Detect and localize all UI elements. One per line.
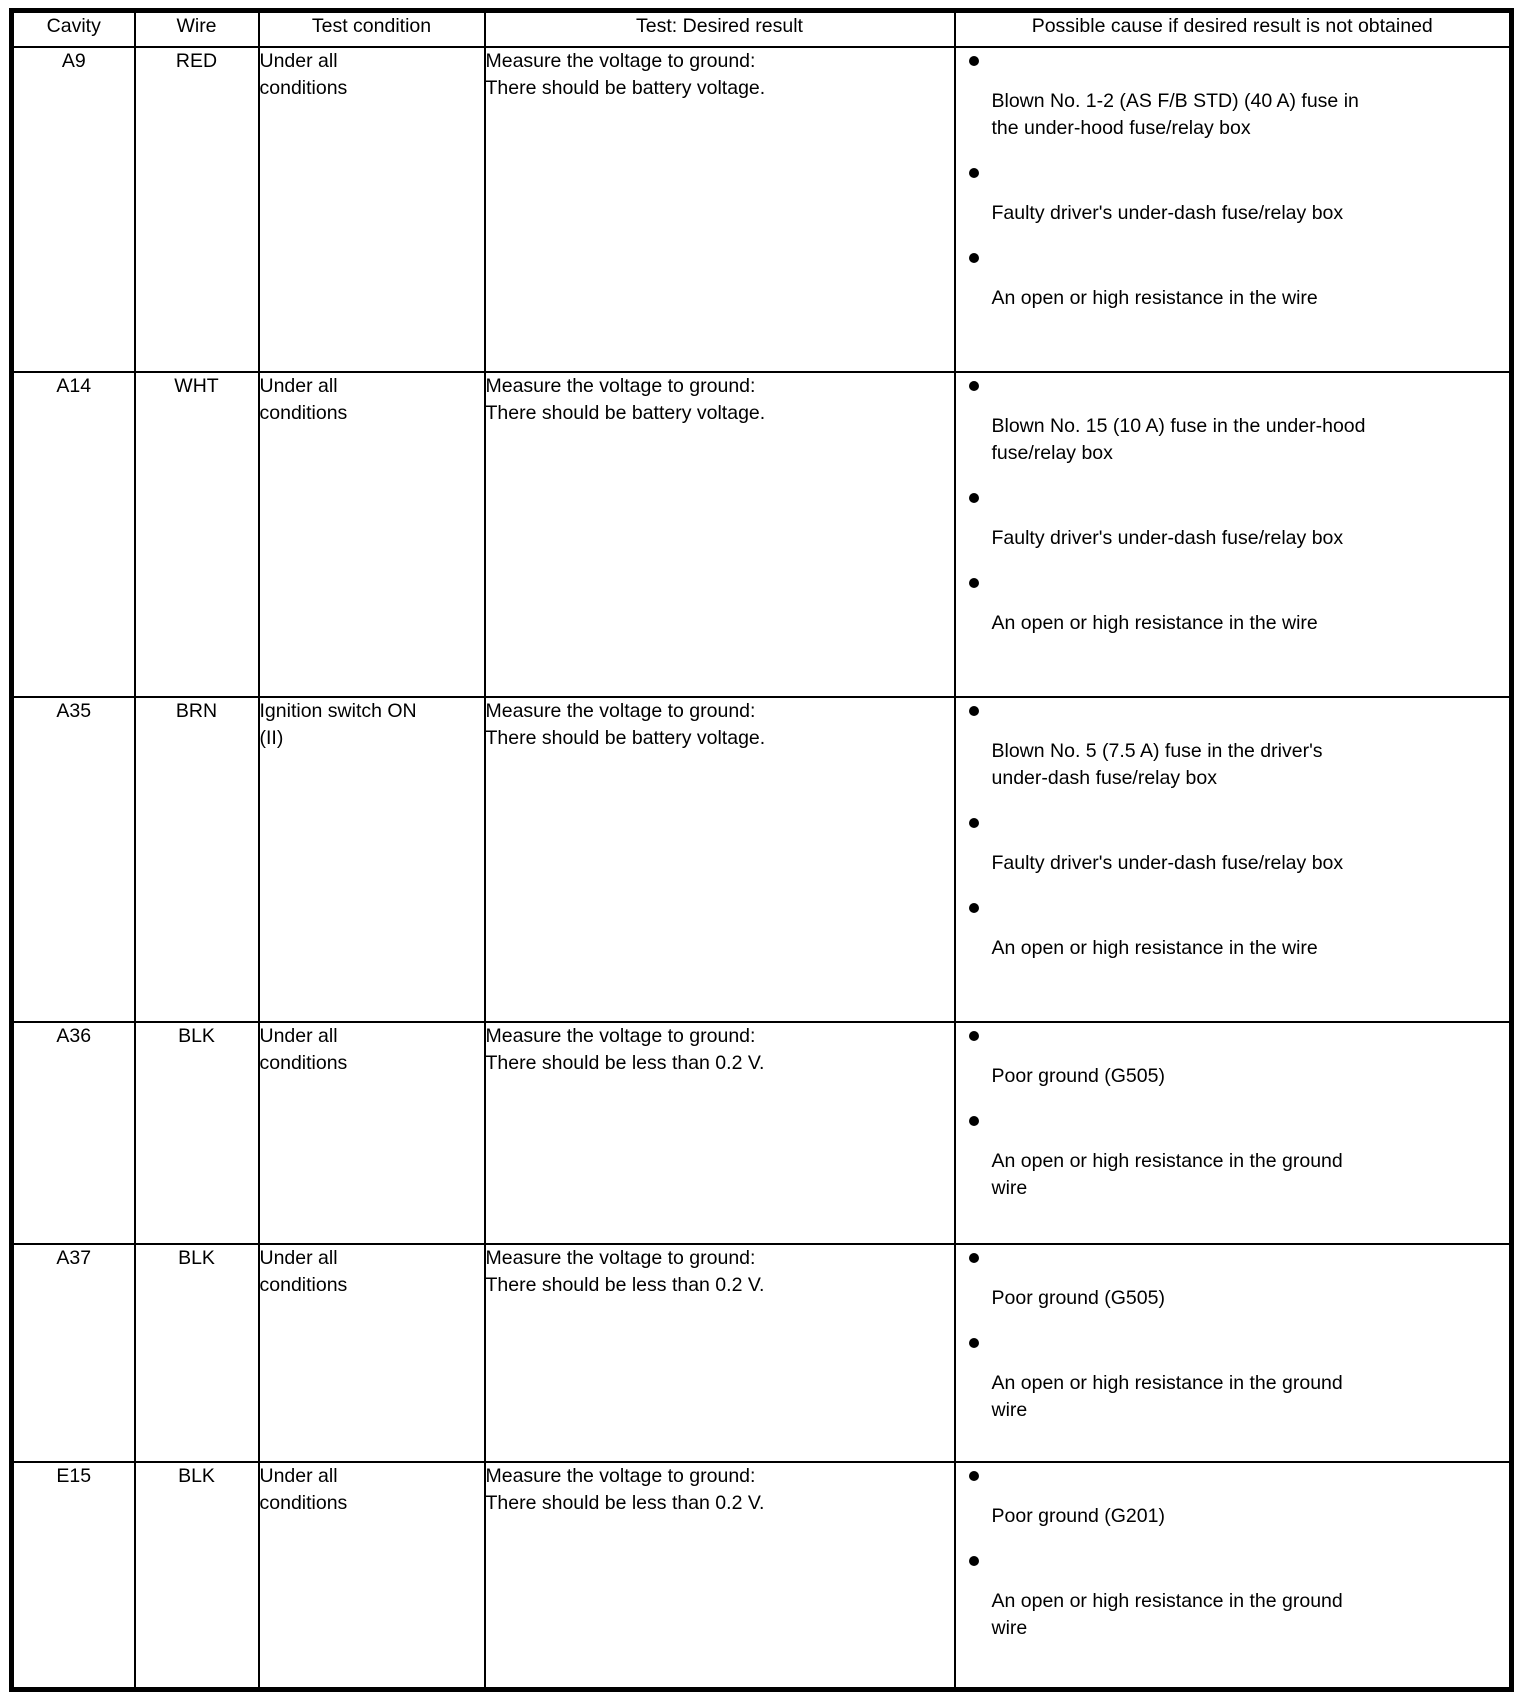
table-row <box>12 1022 1512 1244</box>
cause-item <box>956 578 1510 637</box>
bullet-icon <box>969 493 979 503</box>
wire-test-table <box>9 8 1514 1692</box>
result-line: Measure the voltage to ground: <box>485 1464 756 1487</box>
bullet-icon <box>969 381 979 391</box>
wire-cell <box>135 1244 259 1462</box>
bullet-icon <box>969 706 979 716</box>
condition-line: conditions <box>259 1273 348 1296</box>
condition-line: Under all <box>259 374 338 397</box>
cavity-cell <box>12 1022 135 1244</box>
possible-cause-cell <box>955 697 1512 1022</box>
cavity-cell <box>12 697 135 1022</box>
cause-item <box>956 1031 1510 1090</box>
wire-cell <box>135 47 259 372</box>
wire-value: BLK <box>178 1464 215 1487</box>
cause-item <box>956 818 1510 877</box>
desired-result-cell <box>485 372 955 697</box>
table-header-row <box>12 11 1512 47</box>
bullet-icon <box>969 1031 979 1041</box>
result-line: Measure the voltage to ground: <box>485 1024 756 1047</box>
cause-text: Blown No. 5 (7.5 A) fuse in the driver's under-dash fuse/relay box <box>991 739 1323 789</box>
test-condition-cell <box>259 1022 485 1244</box>
condition-line: Under all <box>259 1246 338 1269</box>
condition-line: (II) <box>259 726 284 749</box>
cause-item <box>956 168 1510 227</box>
cavity-value: A9 <box>61 49 86 72</box>
cavity-value: A35 <box>56 699 92 722</box>
bullet-icon <box>969 1471 979 1481</box>
desired-result-cell <box>485 1022 955 1244</box>
wire-value: BRN <box>175 699 218 722</box>
condition-line: Ignition switch ON <box>259 699 417 722</box>
condition-line: conditions <box>259 1491 348 1514</box>
cause-text: An open or high resistance in the wire <box>991 611 1318 634</box>
cause-item <box>956 493 1510 552</box>
cause-item <box>956 1471 1510 1530</box>
bullet-icon <box>969 168 979 178</box>
cavity-cell <box>12 1244 135 1462</box>
cause-text: An open or high resistance in the wire <box>991 286 1318 309</box>
bullet-icon <box>969 1253 979 1263</box>
cause-text: An open or high resistance in the ground wire <box>991 1589 1343 1639</box>
wire-value: BLK <box>178 1246 215 1269</box>
result-line: There should be battery voltage. <box>485 401 766 424</box>
cavity-value: A37 <box>56 1246 92 1269</box>
table-row <box>12 372 1512 697</box>
table-row <box>12 1462 1512 1690</box>
possible-cause-cell <box>955 47 1512 372</box>
bullet-icon <box>969 253 979 263</box>
cause-item <box>956 56 1510 142</box>
cause-item <box>956 1116 1510 1202</box>
cause-text: Faulty driver's under-dash fuse/relay box <box>991 201 1344 224</box>
cause-text: Blown No. 1-2 (AS F/B STD) (40 A) fuse in the under-hood fuse/relay box <box>991 89 1359 139</box>
condition-line: Under all <box>259 1024 338 1047</box>
result-line: There should be less than 0.2 V. <box>485 1491 765 1514</box>
header-cavity: Cavity <box>12 11 135 47</box>
cause-text: An open or high resistance in the wire <box>991 936 1318 959</box>
header-possible-cause: Possible cause if desired result is not obtained <box>955 11 1512 47</box>
wire-value: BLK <box>178 1024 215 1047</box>
header-desired-result: Test: Desired result <box>485 11 955 47</box>
cause-text: Faulty driver's under-dash fuse/relay box <box>991 526 1344 549</box>
bullet-icon <box>969 1116 979 1126</box>
bullet-icon <box>969 1338 979 1348</box>
cavity-value: A14 <box>56 374 92 397</box>
result-line: There should be battery voltage. <box>485 76 766 99</box>
cavity-cell <box>12 372 135 697</box>
cause-item <box>956 706 1510 792</box>
wire-cell <box>135 372 259 697</box>
cause-text: Poor ground (G201) <box>991 1504 1165 1527</box>
table-row <box>12 47 1512 372</box>
cause-item <box>956 253 1510 312</box>
result-line: There should be battery voltage. <box>485 726 766 749</box>
cause-item <box>956 1338 1510 1424</box>
result-line: Measure the voltage to ground: <box>485 1246 756 1269</box>
bullet-icon <box>969 56 979 66</box>
result-line: There should be less than 0.2 V. <box>485 1051 765 1074</box>
cause-item <box>956 381 1510 467</box>
condition-line: conditions <box>259 401 348 424</box>
cause-text: Poor ground (G505) <box>991 1286 1165 1309</box>
cause-text: An open or high resistance in the ground wire <box>991 1149 1343 1199</box>
cause-item <box>956 903 1510 962</box>
test-condition-cell <box>259 47 485 372</box>
desired-result-cell <box>485 1462 955 1690</box>
condition-line: Under all <box>259 1464 338 1487</box>
header-wire: Wire <box>135 11 259 47</box>
possible-cause-cell <box>955 1022 1512 1244</box>
cause-text: Blown No. 15 (10 A) fuse in the under-hood fuse/relay box <box>991 414 1366 464</box>
possible-cause-cell <box>955 1462 1512 1690</box>
table-row <box>12 1244 1512 1462</box>
bullet-icon <box>969 1556 979 1566</box>
bullet-icon <box>969 818 979 828</box>
cavity-value: E15 <box>56 1464 92 1487</box>
desired-result-cell <box>485 47 955 372</box>
wire-cell <box>135 697 259 1022</box>
cause-text: An open or high resistance in the ground wire <box>991 1371 1343 1421</box>
cause-item <box>956 1556 1510 1642</box>
wire-value: RED <box>175 49 218 72</box>
result-line: Measure the voltage to ground: <box>485 374 756 397</box>
possible-cause-cell <box>955 1244 1512 1462</box>
wire-cell <box>135 1462 259 1690</box>
test-condition-cell <box>259 372 485 697</box>
desired-result-cell <box>485 697 955 1022</box>
cause-text: Poor ground (G505) <box>991 1064 1165 1087</box>
test-condition-cell <box>259 1244 485 1462</box>
cause-text: Faulty driver's under-dash fuse/relay box <box>991 851 1344 874</box>
possible-cause-cell <box>955 372 1512 697</box>
condition-line: conditions <box>259 76 348 99</box>
cavity-cell <box>12 47 135 372</box>
desired-result-cell <box>485 1244 955 1462</box>
cavity-cell <box>12 1462 135 1690</box>
wire-cell <box>135 1022 259 1244</box>
test-condition-cell <box>259 1462 485 1690</box>
cavity-value: A36 <box>56 1024 92 1047</box>
result-line: Measure the voltage to ground: <box>485 49 756 72</box>
header-test-condition: Test condition <box>259 11 485 47</box>
table-row <box>12 697 1512 1022</box>
test-condition-cell <box>259 697 485 1022</box>
condition-line: Under all <box>259 49 338 72</box>
bullet-icon <box>969 903 979 913</box>
condition-line: conditions <box>259 1051 348 1074</box>
result-line: There should be less than 0.2 V. <box>485 1273 765 1296</box>
bullet-icon <box>969 578 979 588</box>
result-line: Measure the voltage to ground: <box>485 699 756 722</box>
cause-item <box>956 1253 1510 1312</box>
wire-value: WHT <box>174 374 219 397</box>
